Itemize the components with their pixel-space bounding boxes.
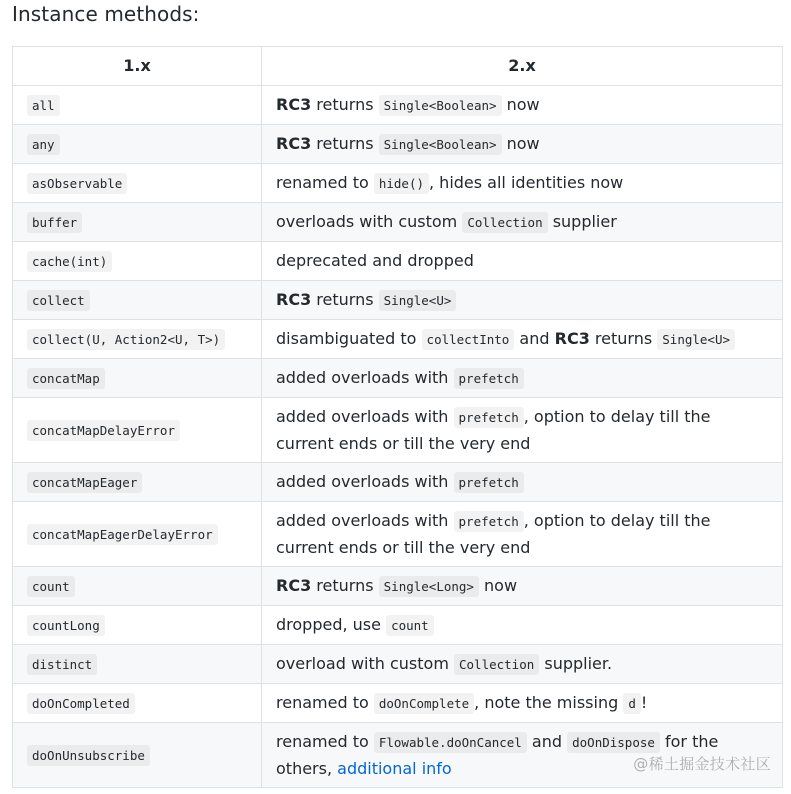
method-cell	[13, 567, 262, 606]
description-text: added overloads with	[276, 406, 454, 426]
table-row	[13, 502, 783, 567]
method-cell	[13, 86, 262, 125]
version-tag: RC3	[276, 575, 312, 595]
method-name: concatMapEager	[27, 472, 142, 493]
table-row	[13, 281, 783, 320]
inline-code: d	[623, 693, 641, 714]
description-cell	[262, 645, 783, 684]
table-row	[13, 242, 783, 281]
description-cell	[262, 242, 783, 281]
description-cell	[262, 164, 783, 203]
method-cell	[13, 606, 262, 645]
inline-code: Single<U>	[379, 290, 457, 311]
description-text: renamed to	[276, 692, 374, 712]
method-cell	[13, 125, 262, 164]
watermark: @稀土掘金技术社区	[633, 755, 771, 773]
method-name: concatMap	[27, 368, 105, 389]
description-text: overloads with custom	[276, 211, 463, 231]
inline-code: Single<Boolean>	[379, 134, 502, 155]
description-text: and	[526, 731, 568, 751]
description-text: added overloads with	[276, 471, 454, 491]
inline-code: doOnComplete	[374, 693, 474, 714]
description-text: disambiguated to	[276, 328, 422, 348]
method-name: buffer	[27, 212, 82, 233]
description-text: , note the missing	[474, 692, 624, 712]
inline-code: prefetch	[454, 511, 524, 532]
method-cell	[13, 203, 262, 242]
method-name: cache(int)	[27, 251, 112, 272]
table-row	[13, 684, 783, 723]
inline-code: prefetch	[454, 368, 524, 389]
method-name: doOnUnsubscribe	[27, 745, 150, 766]
description-cell	[262, 125, 783, 164]
table-row	[13, 203, 783, 242]
description-text: , option to delay till the current ends or till the very end	[276, 510, 711, 557]
table-row	[13, 125, 783, 164]
description-text: now	[478, 575, 518, 595]
method-name: countLong	[27, 615, 105, 636]
method-cell	[13, 723, 262, 788]
section-heading: Instance methods:	[12, 2, 200, 26]
version-tag: RC3	[276, 289, 312, 309]
inline-code: count	[386, 615, 434, 636]
description-text: added overloads with	[276, 510, 454, 530]
method-cell	[13, 320, 262, 359]
additional-info-link[interactable]: additional info	[337, 758, 452, 778]
description-text: added overloads with	[276, 367, 454, 387]
table-row	[13, 606, 783, 645]
description-cell	[262, 203, 783, 242]
table-row	[13, 359, 783, 398]
description-text: dropped, use	[276, 614, 387, 634]
method-name: concatMapDelayError	[27, 420, 180, 441]
description-cell	[262, 320, 783, 359]
table-header-row	[13, 47, 783, 86]
description-cell	[262, 463, 783, 502]
method-cell	[13, 281, 262, 320]
method-name: all	[27, 95, 60, 116]
inline-code: collectInto	[422, 329, 515, 350]
version-tag: RC3	[276, 94, 312, 114]
description-cell	[262, 684, 783, 723]
description-text: for the others,	[276, 731, 719, 778]
inline-code: Collection	[454, 654, 539, 675]
description-cell	[262, 398, 783, 463]
description-cell	[262, 606, 783, 645]
inline-code: Flowable.doOnCancel	[374, 732, 527, 753]
description-cell	[262, 567, 783, 606]
description-cell	[262, 281, 783, 320]
description-text: now	[501, 133, 540, 153]
method-cell	[13, 164, 262, 203]
inline-code: Single<U>	[657, 329, 735, 350]
column-header-2x: 2.x	[262, 47, 783, 86]
inline-code: Single<Long>	[379, 576, 479, 597]
method-name: collect	[27, 290, 90, 311]
method-cell	[13, 463, 262, 502]
method-name: any	[27, 134, 60, 155]
method-cell	[13, 398, 262, 463]
method-cell	[13, 359, 262, 398]
description-text: , hides all identities now	[429, 172, 624, 192]
version-tag: RC3	[554, 328, 590, 348]
description-text: returns	[311, 94, 379, 114]
method-name: distinct	[27, 654, 97, 675]
method-cell	[13, 645, 262, 684]
inline-code: hide()	[374, 173, 429, 194]
table-row	[13, 645, 783, 684]
description-text: returns	[311, 575, 379, 595]
table-row	[13, 398, 783, 463]
description-text: supplier.	[539, 653, 613, 673]
method-name: asObservable	[27, 173, 127, 194]
method-cell	[13, 242, 262, 281]
table-row	[13, 567, 783, 606]
table-row	[13, 320, 783, 359]
description-text: renamed to	[276, 172, 374, 192]
method-name: count	[27, 576, 75, 597]
description-cell	[262, 359, 783, 398]
table-body	[13, 86, 783, 788]
table-row	[13, 164, 783, 203]
description-text: , option to delay till the current ends or till the very end	[276, 406, 711, 453]
method-name: doOnCompleted	[27, 693, 135, 714]
version-tag: RC3	[276, 133, 312, 153]
description-text: renamed to	[276, 731, 374, 751]
inline-code: doOnDispose	[567, 732, 660, 753]
description-cell	[262, 86, 783, 125]
description-text: returns	[311, 289, 379, 309]
description-text: now	[501, 94, 540, 114]
description-text: !	[640, 692, 648, 712]
inline-code: prefetch	[454, 472, 524, 493]
description-text: returns	[589, 328, 658, 348]
inline-code: Collection	[462, 212, 547, 233]
description-cell	[262, 502, 783, 567]
column-header-1x: 1.x	[13, 47, 262, 86]
method-cell	[13, 684, 262, 723]
inline-code: prefetch	[454, 407, 524, 428]
method-name: collect(U, Action2<U, T>)	[27, 329, 225, 350]
description-text: returns	[311, 133, 379, 153]
method-name: concatMapEagerDelayError	[27, 524, 218, 545]
instance-methods-table	[12, 46, 783, 788]
description-text: and	[514, 328, 555, 348]
table-row	[13, 86, 783, 125]
method-cell	[13, 502, 262, 567]
inline-code: Single<Boolean>	[379, 95, 502, 116]
description-text: overload with custom	[276, 653, 454, 673]
description-text: deprecated and dropped	[276, 251, 474, 270]
table-row	[13, 463, 783, 502]
description-text: supplier	[547, 211, 617, 231]
